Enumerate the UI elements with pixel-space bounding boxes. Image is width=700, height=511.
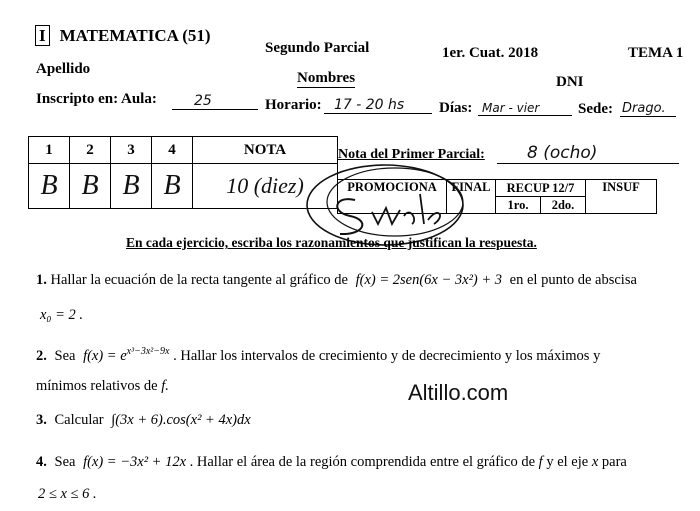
- exercise-4-formula: f(x) = −3x² + 12x: [83, 454, 187, 470]
- exercise-1-text-b: en el punto de abscisa: [509, 272, 637, 288]
- exam-term: 1er. Cuat. 2018: [442, 45, 539, 61]
- exercise-4-text-e: x: [591, 454, 599, 470]
- dias-field[interactable]: Mar - vier: [478, 101, 572, 116]
- exercise-2-text-c: mínimos relativos de: [36, 378, 158, 394]
- exercise-2-exponent: x³−3x²−9x: [126, 346, 170, 357]
- status-recup-2: 2do.: [541, 197, 586, 214]
- exercise-2-text: Sea: [54, 347, 76, 364]
- status-recup: RECUP 12/7: [496, 180, 586, 197]
- status-promociona: PROMOCIONA: [338, 180, 447, 214]
- sede-label: Sede:: [578, 101, 613, 117]
- grades-header-2: 2: [70, 137, 111, 164]
- exercise-4: [36, 454, 627, 471]
- apellido-label: Apellido: [36, 61, 91, 77]
- exercise-2-formula: f(x) = e: [83, 347, 127, 364]
- exercise-4-text: Sea: [54, 454, 76, 470]
- exercise-2-text-d: f.: [161, 378, 169, 394]
- exercise-3-formula: ∫(3x + 6).cos(x² + 4x)dx: [111, 412, 251, 428]
- horario-label: Horario:: [265, 97, 322, 113]
- exercise-1: [36, 272, 637, 289]
- dni-label: DNI: [556, 74, 584, 90]
- grade-ex-2: B: [70, 164, 111, 209]
- exam-name: Segundo Parcial: [265, 40, 370, 56]
- exam-number: I: [35, 25, 50, 46]
- exercise-4-text-f: para: [601, 454, 627, 470]
- instructions: En cada ejercicio, escriba los razonamientos que justifican la respuesta.: [126, 235, 537, 250]
- grade-ex-1: B: [29, 164, 70, 209]
- exercise-2-number: 2.: [36, 347, 47, 364]
- grades-table: [28, 136, 338, 209]
- exam-header: [35, 26, 211, 46]
- nombres-label: Nombres: [297, 70, 356, 86]
- sede-field[interactable]: Drago.: [620, 101, 676, 117]
- grades-header-nota: NOTA: [193, 137, 338, 164]
- exercise-4-text-c: f: [538, 454, 543, 470]
- exercise-3-text: Calcular: [54, 412, 104, 428]
- exercise-4-text-d: y el eje: [546, 454, 589, 470]
- aula-field[interactable]: 25: [172, 93, 258, 110]
- horario-field[interactable]: 17 - 20 hs: [324, 97, 432, 114]
- exercise-2-line-2: [36, 378, 169, 395]
- first-partial-label: Nota del Primer Parcial:: [338, 147, 485, 162]
- status-recup-1: 1ro.: [496, 197, 541, 214]
- inscripto-label: Inscripto en: Aula:: [36, 91, 157, 107]
- grade-ex-3: B: [111, 164, 152, 209]
- subject-title: MATEMATICA (51): [59, 26, 211, 45]
- dias-label: Días:: [439, 100, 473, 116]
- exercise-1-text: Hallar la ecuación de la recta tangente al gráfico de: [50, 272, 348, 288]
- exercise-4-number: 4.: [36, 454, 47, 470]
- grades-header-4: 4: [152, 137, 193, 164]
- exercise-4-text-b: . Hallar el área de la región comprendida entre el gráfico de: [189, 454, 536, 470]
- grades-header-1: 1: [29, 137, 70, 164]
- exercise-1-abscissa: x₀ = 2 .: [40, 307, 84, 323]
- grade-ex-4: B: [152, 164, 193, 209]
- first-partial-field: 8 (ocho): [497, 143, 679, 164]
- exercise-4-range: 2 ≤ x ≤ 6 .: [38, 486, 97, 502]
- status-final: FINAL: [447, 180, 496, 214]
- exercise-1-formula: f(x) = 2sen(6x − 3x²) + 3: [355, 272, 503, 288]
- watermark: Altillo.com: [408, 380, 509, 405]
- grade-total: 10 (diez): [193, 164, 338, 209]
- status-insuf: INSUF: [586, 180, 657, 214]
- exam-tema: TEMA 1: [628, 45, 684, 61]
- exercise-2-text-b: . Hallar los intervalos de crecimiento y de decrecimiento y los máximos y: [173, 347, 601, 364]
- exercise-3-number: 3.: [36, 412, 47, 428]
- exercise-2: [36, 346, 600, 365]
- exercise-1-number: 1.: [36, 272, 47, 288]
- grades-header-3: 3: [111, 137, 152, 164]
- exercise-3: [36, 412, 251, 429]
